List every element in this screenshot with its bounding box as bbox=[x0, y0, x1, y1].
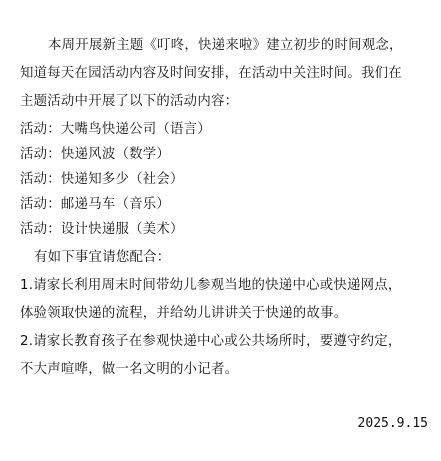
activity-item-4: 活动：邮递马车（音乐） bbox=[20, 197, 171, 212]
activity-item-1: 活动：大嘴鸟快递公司（语言） bbox=[20, 122, 211, 137]
notice-item-1-line-1: 1.请家长利用周末时间带幼儿参观当地的快递中心或快递网点， bbox=[20, 278, 402, 293]
notice-item-1-line-2: 体验领取快递的流程，并给幼儿讲讲关于快递的故事。 bbox=[20, 306, 348, 321]
notice-item-2-line-1: 2.请家长教育孩子在参观快递中心或公共场所时，要遵守约定， bbox=[20, 334, 402, 349]
intro-line-1: 本周开展新主题《叮咚，快递来啦》建立初步的时间观念， bbox=[48, 38, 403, 53]
activity-item-2: 活动：快递风波（数学） bbox=[20, 147, 171, 162]
document-date: 2025.9.15 bbox=[357, 416, 428, 431]
activity-item-3: 活动：快递知多少（社会） bbox=[20, 172, 184, 187]
intro-line-2: 知道每天在园活动内容及时间安排，在活动中关注时间。我们在 bbox=[20, 66, 402, 81]
notice-item-2-line-2: 不大声喧哗，做一名文明的小记者。 bbox=[20, 362, 239, 377]
activity-item-5: 活动：设计快递服（美术） bbox=[20, 222, 184, 237]
notice-heading: 有如下事宜请您配合： bbox=[34, 250, 171, 265]
intro-line-3: 主题活动中开展了以下的活动内容： bbox=[20, 94, 239, 109]
